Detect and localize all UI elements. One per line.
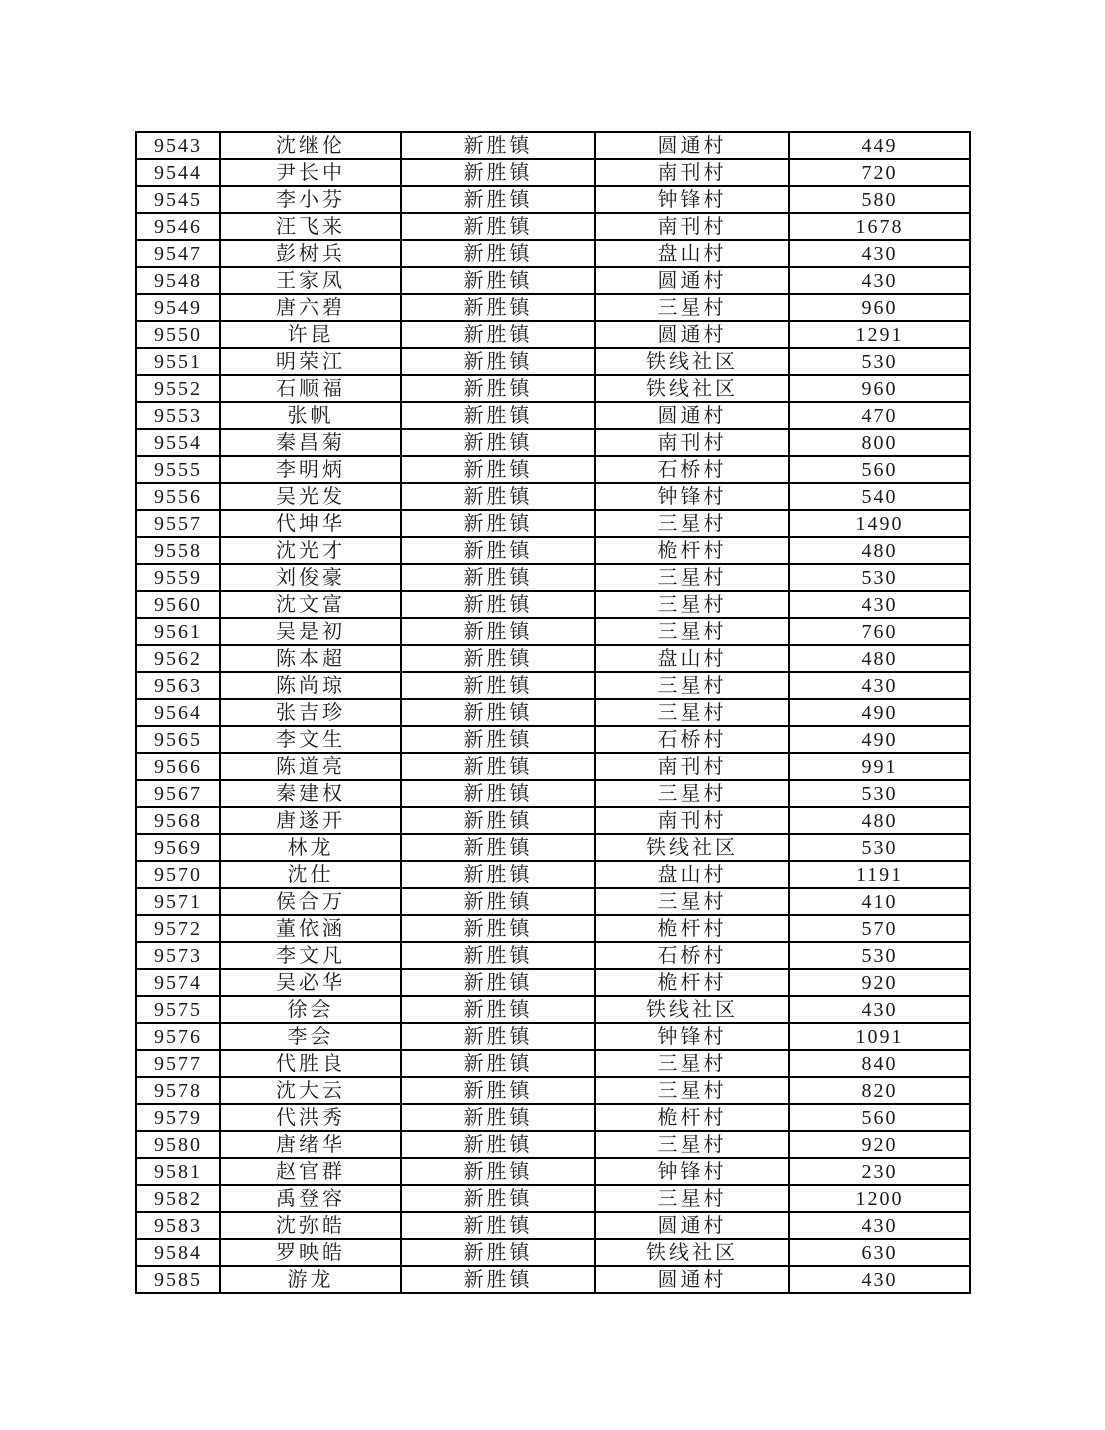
cell-village: 南刊村 <box>595 429 789 456</box>
table-row <box>136 1239 970 1266</box>
cell-village: 三星村 <box>595 591 789 618</box>
cell-serial-number: 9549 <box>136 294 220 321</box>
cell-person-name: 沈光才 <box>220 537 401 564</box>
cell-village: 石桥村 <box>595 726 789 753</box>
cell-person-name: 陈本超 <box>220 645 401 672</box>
cell-serial-number: 9548 <box>136 267 220 294</box>
cell-amount: 430 <box>789 1266 970 1293</box>
table-row <box>136 780 970 807</box>
cell-village: 三星村 <box>595 510 789 537</box>
cell-township: 新胜镇 <box>401 429 595 456</box>
cell-township: 新胜镇 <box>401 1239 595 1266</box>
cell-serial-number: 9576 <box>136 1023 220 1050</box>
cell-amount: 410 <box>789 888 970 915</box>
cell-person-name: 刘俊豪 <box>220 564 401 591</box>
cell-township: 新胜镇 <box>401 132 595 159</box>
cell-serial-number: 9544 <box>136 159 220 186</box>
cell-amount: 920 <box>789 1131 970 1158</box>
cell-village: 铁线社区 <box>595 348 789 375</box>
cell-village: 钟锋村 <box>595 483 789 510</box>
cell-township: 新胜镇 <box>401 753 595 780</box>
table-row <box>136 807 970 834</box>
cell-person-name: 陈尚琼 <box>220 672 401 699</box>
cell-serial-number: 9582 <box>136 1185 220 1212</box>
cell-amount: 560 <box>789 1104 970 1131</box>
cell-person-name: 彭树兵 <box>220 240 401 267</box>
cell-serial-number: 9559 <box>136 564 220 591</box>
cell-person-name: 张帆 <box>220 402 401 429</box>
cell-serial-number: 9566 <box>136 753 220 780</box>
cell-serial-number: 9546 <box>136 213 220 240</box>
cell-township: 新胜镇 <box>401 1104 595 1131</box>
cell-village: 盘山村 <box>595 240 789 267</box>
cell-amount: 570 <box>789 915 970 942</box>
table-row <box>136 1077 970 1104</box>
cell-person-name: 徐会 <box>220 996 401 1023</box>
cell-serial-number: 9583 <box>136 1212 220 1239</box>
table-row <box>136 672 970 699</box>
cell-serial-number: 9563 <box>136 672 220 699</box>
cell-village: 三星村 <box>595 699 789 726</box>
cell-township: 新胜镇 <box>401 618 595 645</box>
cell-person-name: 唐六碧 <box>220 294 401 321</box>
cell-township: 新胜镇 <box>401 969 595 996</box>
cell-village: 圆通村 <box>595 132 789 159</box>
cell-person-name: 汪飞来 <box>220 213 401 240</box>
cell-village: 三星村 <box>595 294 789 321</box>
cell-amount: 580 <box>789 186 970 213</box>
cell-person-name: 吴必华 <box>220 969 401 996</box>
cell-serial-number: 9580 <box>136 1131 220 1158</box>
records-table <box>135 131 971 1294</box>
cell-person-name: 秦昌菊 <box>220 429 401 456</box>
cell-person-name: 代坤华 <box>220 510 401 537</box>
cell-township: 新胜镇 <box>401 213 595 240</box>
cell-township: 新胜镇 <box>401 915 595 942</box>
table-row <box>136 618 970 645</box>
cell-amount: 540 <box>789 483 970 510</box>
cell-person-name: 林龙 <box>220 834 401 861</box>
cell-village: 三星村 <box>595 618 789 645</box>
cell-village: 三星村 <box>595 1050 789 1077</box>
cell-village: 圆通村 <box>595 321 789 348</box>
table-row <box>136 1131 970 1158</box>
table-row <box>136 1158 970 1185</box>
cell-person-name: 游龙 <box>220 1266 401 1293</box>
cell-amount: 480 <box>789 645 970 672</box>
cell-serial-number: 9562 <box>136 645 220 672</box>
table-row <box>136 1266 970 1293</box>
cell-township: 新胜镇 <box>401 591 595 618</box>
cell-amount: 991 <box>789 753 970 780</box>
cell-serial-number: 9568 <box>136 807 220 834</box>
table-row <box>136 240 970 267</box>
cell-serial-number: 9571 <box>136 888 220 915</box>
cell-township: 新胜镇 <box>401 267 595 294</box>
cell-amount: 530 <box>789 942 970 969</box>
cell-amount: 480 <box>789 537 970 564</box>
cell-village: 桅杆村 <box>595 915 789 942</box>
cell-village: 铁线社区 <box>595 375 789 402</box>
cell-amount: 430 <box>789 240 970 267</box>
cell-village: 南刊村 <box>595 213 789 240</box>
cell-township: 新胜镇 <box>401 1266 595 1293</box>
cell-township: 新胜镇 <box>401 1023 595 1050</box>
cell-person-name: 尹长中 <box>220 159 401 186</box>
table-row <box>136 915 970 942</box>
cell-amount: 430 <box>789 672 970 699</box>
table-row <box>136 186 970 213</box>
cell-amount: 820 <box>789 1077 970 1104</box>
cell-township: 新胜镇 <box>401 996 595 1023</box>
cell-amount: 490 <box>789 699 970 726</box>
table-row <box>136 1212 970 1239</box>
cell-township: 新胜镇 <box>401 834 595 861</box>
cell-township: 新胜镇 <box>401 780 595 807</box>
cell-amount: 430 <box>789 1212 970 1239</box>
cell-township: 新胜镇 <box>401 456 595 483</box>
cell-person-name: 石顺福 <box>220 375 401 402</box>
cell-village: 三星村 <box>595 780 789 807</box>
cell-village: 石桥村 <box>595 942 789 969</box>
cell-village: 圆通村 <box>595 267 789 294</box>
cell-village: 三星村 <box>595 1185 789 1212</box>
table-row <box>136 861 970 888</box>
cell-person-name: 赵官群 <box>220 1158 401 1185</box>
cell-person-name: 李明炳 <box>220 456 401 483</box>
table-row <box>136 564 970 591</box>
cell-serial-number: 9579 <box>136 1104 220 1131</box>
cell-village: 钟锋村 <box>595 186 789 213</box>
cell-amount: 470 <box>789 402 970 429</box>
table-row <box>136 726 970 753</box>
cell-serial-number: 9573 <box>136 942 220 969</box>
cell-person-name: 李文凡 <box>220 942 401 969</box>
cell-person-name: 唐绪华 <box>220 1131 401 1158</box>
cell-amount: 1291 <box>789 321 970 348</box>
cell-amount: 560 <box>789 456 970 483</box>
cell-serial-number: 9547 <box>136 240 220 267</box>
table-row <box>136 1104 970 1131</box>
cell-person-name: 张吉珍 <box>220 699 401 726</box>
table-row <box>136 537 970 564</box>
table-row <box>136 375 970 402</box>
cell-person-name: 李文生 <box>220 726 401 753</box>
cell-township: 新胜镇 <box>401 807 595 834</box>
cell-person-name: 罗映皓 <box>220 1239 401 1266</box>
cell-serial-number: 9577 <box>136 1050 220 1077</box>
cell-person-name: 沈继伦 <box>220 132 401 159</box>
cell-village: 南刊村 <box>595 807 789 834</box>
cell-person-name: 沈文富 <box>220 591 401 618</box>
cell-amount: 530 <box>789 834 970 861</box>
cell-township: 新胜镇 <box>401 321 595 348</box>
cell-serial-number: 9561 <box>136 618 220 645</box>
cell-village: 铁线社区 <box>595 996 789 1023</box>
cell-village: 三星村 <box>595 672 789 699</box>
cell-village: 三星村 <box>595 888 789 915</box>
cell-township: 新胜镇 <box>401 1212 595 1239</box>
cell-township: 新胜镇 <box>401 1050 595 1077</box>
cell-village: 盘山村 <box>595 861 789 888</box>
table-row <box>136 942 970 969</box>
cell-township: 新胜镇 <box>401 645 595 672</box>
cell-township: 新胜镇 <box>401 1158 595 1185</box>
cell-amount: 920 <box>789 969 970 996</box>
cell-serial-number: 9584 <box>136 1239 220 1266</box>
table-row <box>136 1050 970 1077</box>
cell-township: 新胜镇 <box>401 537 595 564</box>
cell-village: 铁线社区 <box>595 1239 789 1266</box>
table-row <box>136 510 970 537</box>
cell-serial-number: 9565 <box>136 726 220 753</box>
cell-person-name: 代洪秀 <box>220 1104 401 1131</box>
cell-serial-number: 9553 <box>136 402 220 429</box>
cell-township: 新胜镇 <box>401 186 595 213</box>
cell-amount: 530 <box>789 348 970 375</box>
table-row <box>136 483 970 510</box>
cell-serial-number: 9564 <box>136 699 220 726</box>
cell-serial-number: 9555 <box>136 456 220 483</box>
cell-person-name: 李会 <box>220 1023 401 1050</box>
table-row <box>136 402 970 429</box>
table-row <box>136 645 970 672</box>
cell-person-name: 吴光发 <box>220 483 401 510</box>
cell-township: 新胜镇 <box>401 240 595 267</box>
table-row <box>136 213 970 240</box>
table-row <box>136 456 970 483</box>
cell-serial-number: 9558 <box>136 537 220 564</box>
cell-serial-number: 9570 <box>136 861 220 888</box>
table-row <box>136 591 970 618</box>
cell-amount: 430 <box>789 267 970 294</box>
cell-amount: 800 <box>789 429 970 456</box>
cell-village: 桅杆村 <box>595 1104 789 1131</box>
cell-township: 新胜镇 <box>401 1077 595 1104</box>
table-row <box>136 159 970 186</box>
cell-amount: 1200 <box>789 1185 970 1212</box>
cell-township: 新胜镇 <box>401 888 595 915</box>
cell-township: 新胜镇 <box>401 294 595 321</box>
cell-township: 新胜镇 <box>401 510 595 537</box>
cell-village: 盘山村 <box>595 645 789 672</box>
cell-township: 新胜镇 <box>401 159 595 186</box>
cell-person-name: 王家凤 <box>220 267 401 294</box>
cell-person-name: 代胜良 <box>220 1050 401 1077</box>
cell-village: 南刊村 <box>595 159 789 186</box>
cell-township: 新胜镇 <box>401 942 595 969</box>
cell-village: 钟锋村 <box>595 1023 789 1050</box>
table-row <box>136 996 970 1023</box>
table-row <box>136 294 970 321</box>
cell-township: 新胜镇 <box>401 699 595 726</box>
cell-serial-number: 9552 <box>136 375 220 402</box>
cell-amount: 480 <box>789 807 970 834</box>
cell-person-name: 唐遂开 <box>220 807 401 834</box>
cell-serial-number: 9572 <box>136 915 220 942</box>
cell-village: 桅杆村 <box>595 537 789 564</box>
cell-serial-number: 9585 <box>136 1266 220 1293</box>
cell-amount: 430 <box>789 996 970 1023</box>
cell-person-name: 沈弥皓 <box>220 1212 401 1239</box>
cell-village: 三星村 <box>595 1131 789 1158</box>
cell-serial-number: 9569 <box>136 834 220 861</box>
cell-township: 新胜镇 <box>401 726 595 753</box>
cell-person-name: 沈大云 <box>220 1077 401 1104</box>
cell-person-name: 沈仕 <box>220 861 401 888</box>
cell-serial-number: 9574 <box>136 969 220 996</box>
cell-village: 铁线社区 <box>595 834 789 861</box>
cell-amount: 230 <box>789 1158 970 1185</box>
cell-person-name: 侯合万 <box>220 888 401 915</box>
table-row <box>136 834 970 861</box>
cell-serial-number: 9578 <box>136 1077 220 1104</box>
cell-township: 新胜镇 <box>401 375 595 402</box>
cell-township: 新胜镇 <box>401 564 595 591</box>
table-row <box>136 321 970 348</box>
table-row <box>136 969 970 996</box>
table-row <box>136 699 970 726</box>
cell-amount: 720 <box>789 159 970 186</box>
cell-serial-number: 9575 <box>136 996 220 1023</box>
cell-serial-number: 9545 <box>136 186 220 213</box>
cell-person-name: 吴是初 <box>220 618 401 645</box>
cell-township: 新胜镇 <box>401 402 595 429</box>
cell-person-name: 董依涵 <box>220 915 401 942</box>
cell-amount: 1191 <box>789 861 970 888</box>
cell-village: 三星村 <box>595 1077 789 1104</box>
table-row <box>136 1023 970 1050</box>
cell-township: 新胜镇 <box>401 861 595 888</box>
table-row <box>136 753 970 780</box>
cell-village: 三星村 <box>595 564 789 591</box>
cell-serial-number: 9581 <box>136 1158 220 1185</box>
cell-amount: 630 <box>789 1239 970 1266</box>
cell-amount: 530 <box>789 564 970 591</box>
cell-village: 桅杆村 <box>595 969 789 996</box>
cell-amount: 960 <box>789 375 970 402</box>
cell-amount: 449 <box>789 132 970 159</box>
cell-person-name: 明荣江 <box>220 348 401 375</box>
table-row <box>136 267 970 294</box>
cell-amount: 960 <box>789 294 970 321</box>
cell-village: 钟锋村 <box>595 1158 789 1185</box>
table-row <box>136 348 970 375</box>
cell-village: 南刊村 <box>595 753 789 780</box>
cell-amount: 760 <box>789 618 970 645</box>
table-row <box>136 888 970 915</box>
cell-township: 新胜镇 <box>401 1131 595 1158</box>
cell-person-name: 李小芬 <box>220 186 401 213</box>
cell-serial-number: 9554 <box>136 429 220 456</box>
cell-person-name: 许昆 <box>220 321 401 348</box>
table-row <box>136 429 970 456</box>
cell-serial-number: 9550 <box>136 321 220 348</box>
cell-serial-number: 9557 <box>136 510 220 537</box>
cell-amount: 1678 <box>789 213 970 240</box>
cell-amount: 430 <box>789 591 970 618</box>
cell-person-name: 秦建权 <box>220 780 401 807</box>
cell-amount: 1091 <box>789 1023 970 1050</box>
cell-person-name: 陈道亮 <box>220 753 401 780</box>
cell-serial-number: 9560 <box>136 591 220 618</box>
cell-township: 新胜镇 <box>401 1185 595 1212</box>
table-row <box>136 132 970 159</box>
cell-village: 圆通村 <box>595 1266 789 1293</box>
cell-serial-number: 9543 <box>136 132 220 159</box>
cell-amount: 490 <box>789 726 970 753</box>
cell-village: 圆通村 <box>595 1212 789 1239</box>
cell-township: 新胜镇 <box>401 672 595 699</box>
cell-amount: 840 <box>789 1050 970 1077</box>
cell-person-name: 禹登容 <box>220 1185 401 1212</box>
cell-village: 石桥村 <box>595 456 789 483</box>
cell-village: 圆通村 <box>595 402 789 429</box>
cell-serial-number: 9551 <box>136 348 220 375</box>
table-body <box>136 132 970 1293</box>
cell-serial-number: 9567 <box>136 780 220 807</box>
table-row <box>136 1185 970 1212</box>
cell-township: 新胜镇 <box>401 483 595 510</box>
cell-serial-number: 9556 <box>136 483 220 510</box>
cell-amount: 530 <box>789 780 970 807</box>
cell-township: 新胜镇 <box>401 348 595 375</box>
cell-amount: 1490 <box>789 510 970 537</box>
